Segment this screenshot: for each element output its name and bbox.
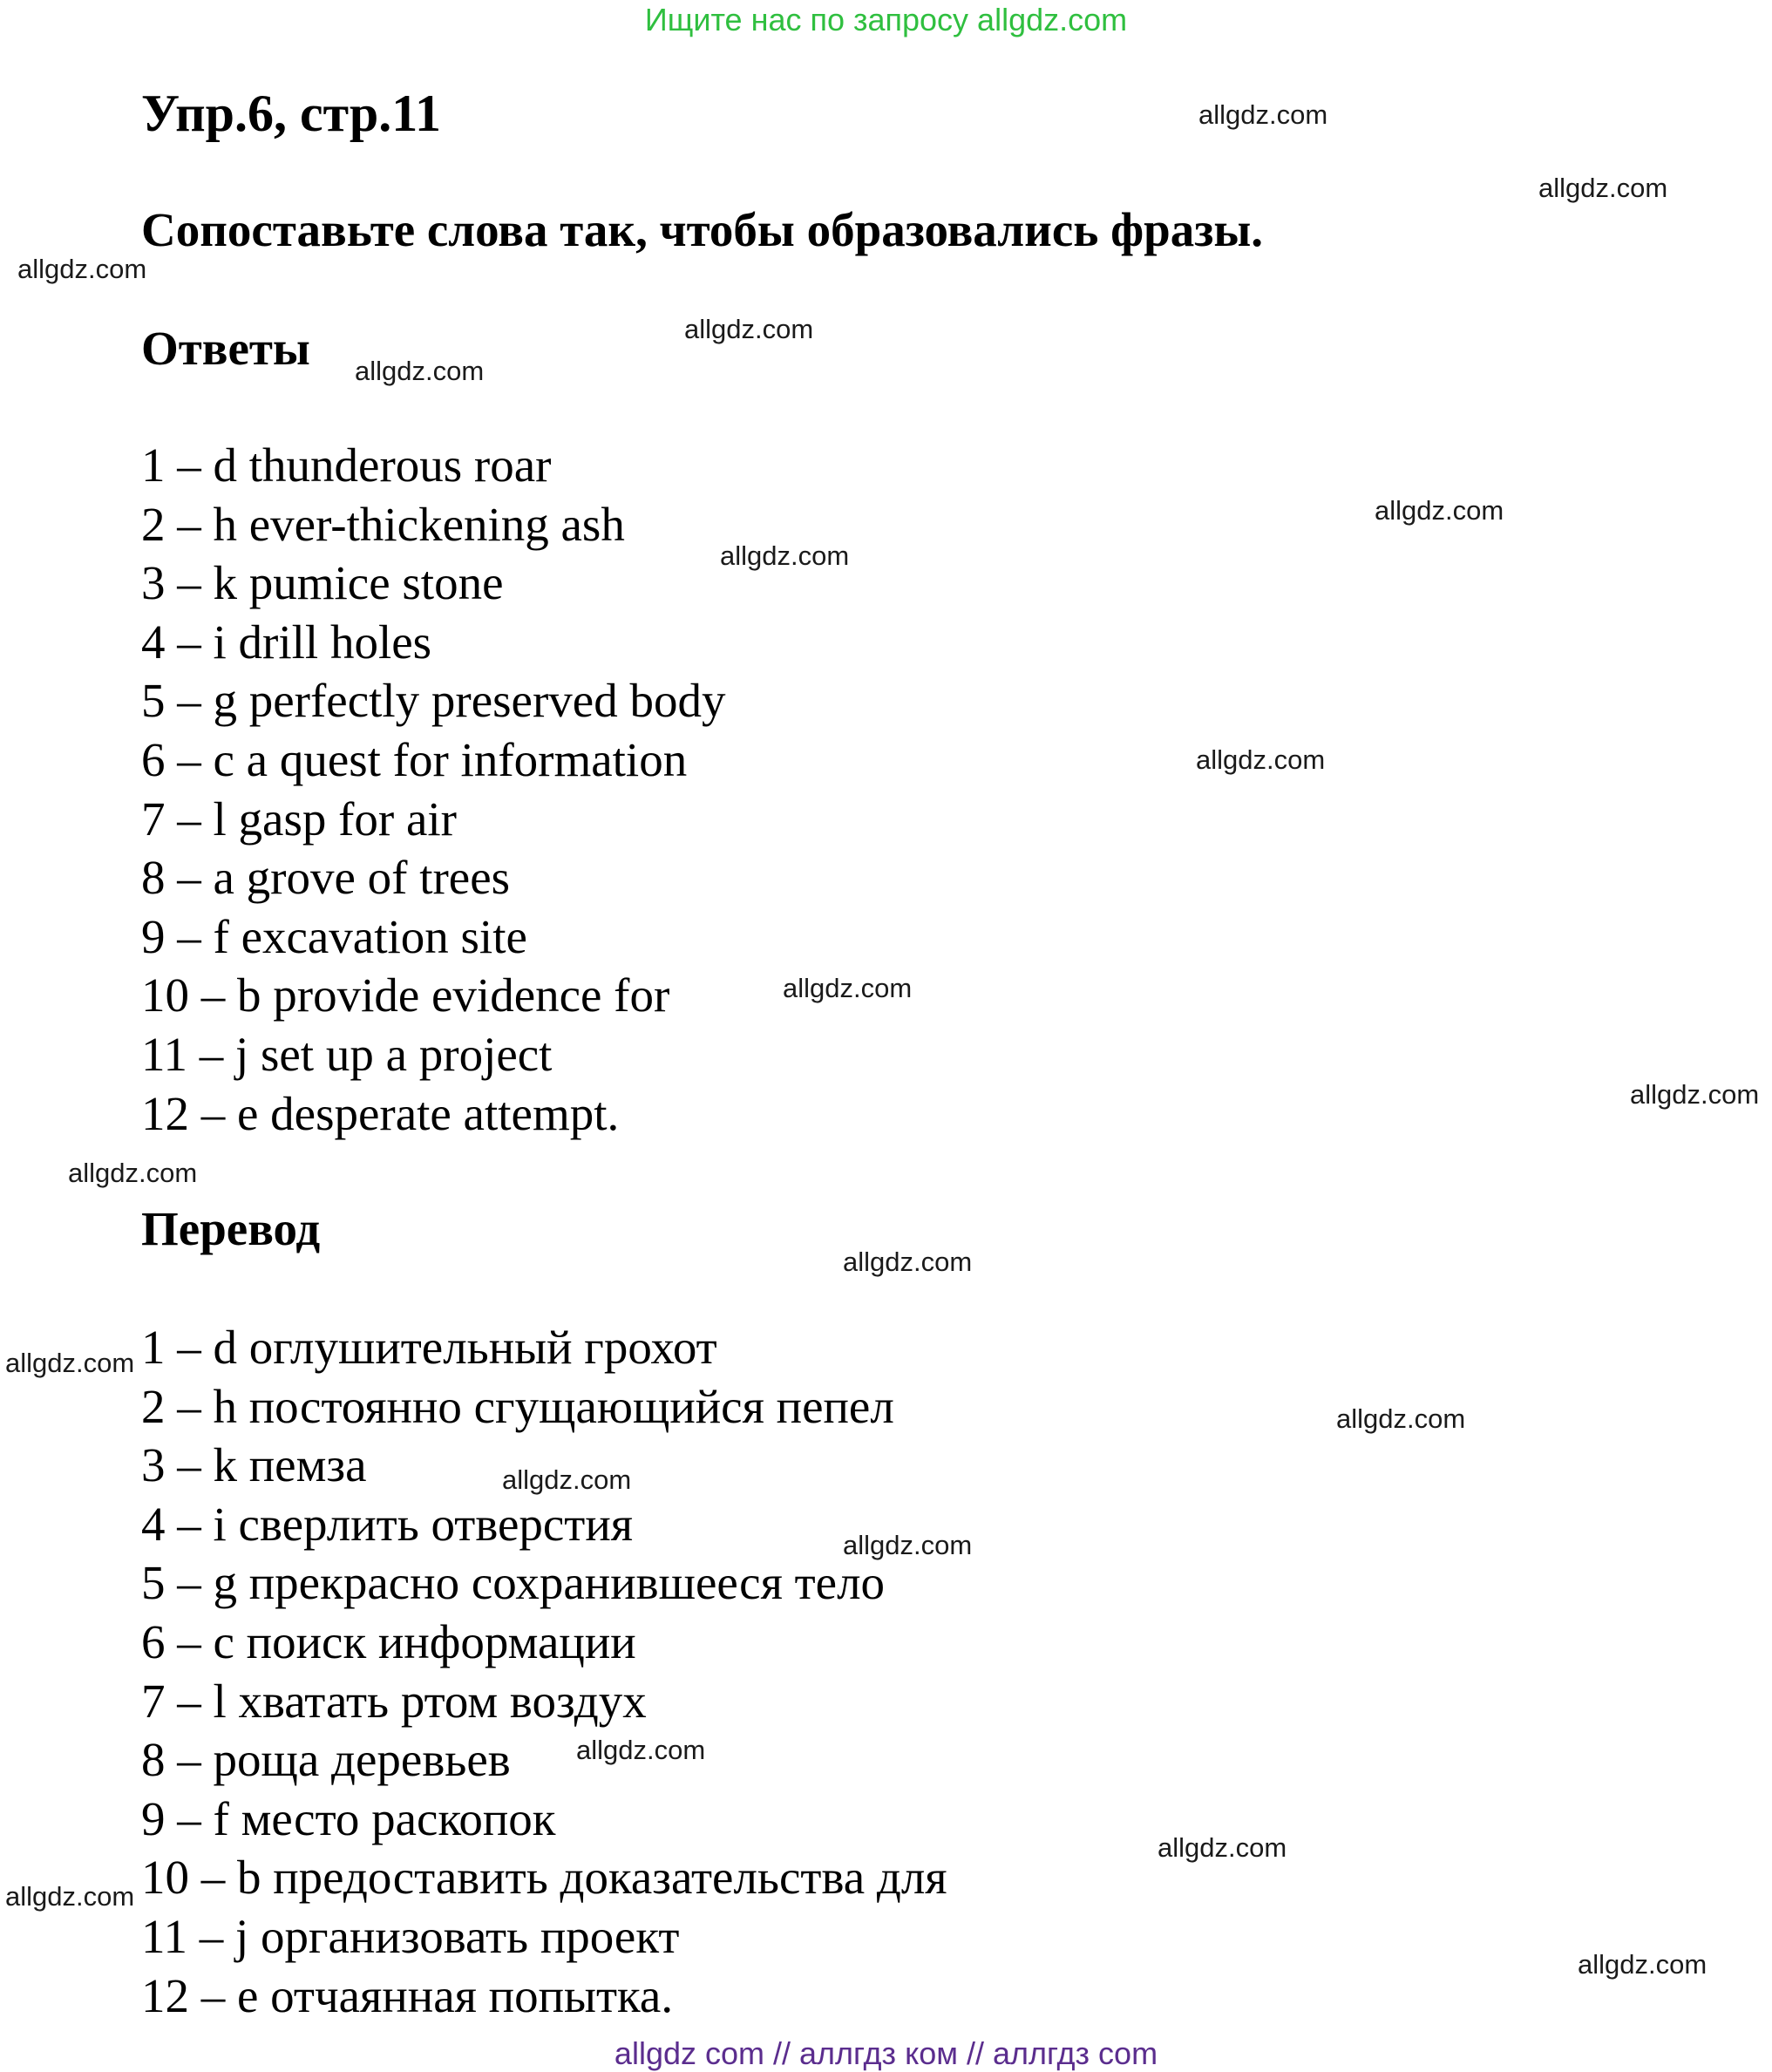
answer-item: 2 – h ever-thickening ash (141, 497, 625, 551)
translation-item: 10 – b предоставить доказательства для (141, 1851, 947, 1905)
watermark: allgdz.com (843, 1530, 973, 1560)
translation-heading: Перевод (141, 1202, 321, 1255)
page-title: Упр.6, стр.11 (141, 85, 441, 142)
watermark: allgdz.com (17, 254, 147, 284)
watermark: allgdz.com (68, 1158, 198, 1188)
watermark: allgdz.com (1198, 99, 1328, 130)
translation-item: 2 – h постоянно сгущающийся пепел (141, 1379, 894, 1433)
answer-item: 6 – c a quest for information (141, 732, 688, 786)
answer-item: 12 – e desperate attempt. (141, 1086, 620, 1140)
top-banner-link[interactable]: Ищите нас по запросу allgdz.com (644, 2, 1128, 37)
translation-item: 4 – i сверлить отверстия (141, 1497, 634, 1551)
watermark: allgdz.com (1336, 1403, 1466, 1434)
answer-item: 11 – j set up a project (141, 1027, 553, 1081)
answers-list (141, 436, 725, 1143)
watermark: allgdz.com (843, 1247, 973, 1277)
answer-item: 3 – k pumice stone (141, 556, 504, 610)
translation-item: 12 – e отчаянная попытка. (141, 1968, 674, 2022)
watermark: allgdz.com (576, 1735, 706, 1765)
answer-item: 7 – l gasp for air (141, 791, 457, 846)
translation-item: 11 – j организовать проект (141, 1909, 680, 1963)
translations-list (141, 1318, 947, 2025)
translation-item: 5 – g прекрасно сохранившееся тело (141, 1556, 886, 1610)
answer-item: 8 – a grove of trees (141, 851, 511, 905)
watermark: allgdz.com (1158, 1832, 1287, 1863)
translation-item: 1 – d оглушительный грохот (141, 1321, 717, 1374)
watermark: allgdz.com (5, 1881, 135, 1912)
watermark: allgdz.com (783, 973, 913, 1003)
bottom-banner-link[interactable]: allgdz com // аллгдз ком // аллгдз com (614, 2035, 1158, 2071)
translation-item: 9 – f место раскопок (141, 1791, 556, 1845)
watermark: allgdz.com (355, 356, 485, 386)
watermark: allgdz.com (684, 314, 814, 344)
translation-item: 3 – k пемза (141, 1438, 367, 1492)
watermark: allgdz.com (1375, 495, 1504, 526)
answer-item: 9 – f excavation site (141, 909, 527, 963)
answer-item: 1 – d thunderous roar (141, 438, 552, 492)
answer-item: 10 – b provide evidence for (141, 968, 670, 1022)
watermark: allgdz.com (502, 1464, 632, 1495)
translation-item: 6 – c поиск информации (141, 1614, 636, 1668)
watermark: allgdz.com (1630, 1079, 1760, 1110)
task-instruction: Сопоставьте слова так, чтобы образовались фразы. (141, 203, 1264, 256)
translation-item: 8 – роща деревьев (141, 1733, 511, 1787)
watermark: allgdz.com (1196, 744, 1326, 775)
watermark: allgdz.com (720, 540, 850, 571)
watermark: allgdz.com (5, 1348, 135, 1378)
answer-item: 4 – i drill holes (141, 615, 432, 669)
watermark: allgdz.com (1538, 173, 1668, 203)
watermark: allgdz.com (1578, 1949, 1708, 1980)
answer-item: 5 – g perfectly preserved body (141, 674, 726, 728)
answers-heading: Ответы (141, 322, 310, 375)
translation-item: 7 – l хватать ртом воздух (141, 1674, 647, 1728)
